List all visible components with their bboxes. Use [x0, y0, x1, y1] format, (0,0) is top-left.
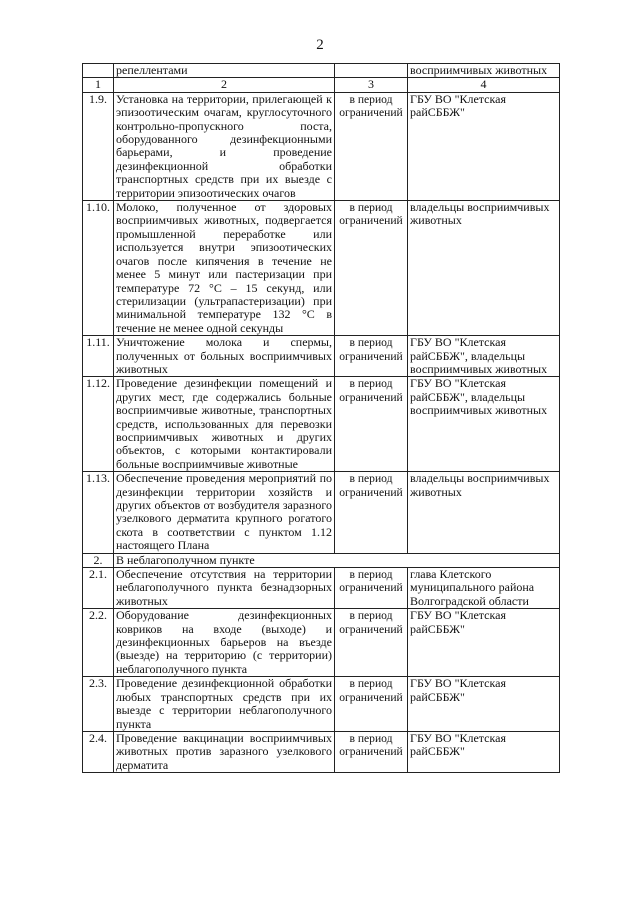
row-period: в период ограничений: [335, 201, 408, 336]
continuation-row: [83, 64, 560, 78]
row-description: Обеспечение проведения мероприятий по дезинфекции территории хозяйств и других объектов от возбудителя заразного узелкового дерматита крупного рогатого скота в соответствии с пунктом 1.12 настоящего Плана: [114, 472, 335, 553]
row-description: Проведение вакцинации восприимчивых животных против заразного узелкового дерматита: [114, 731, 335, 772]
table-row: [83, 201, 560, 336]
row-number: 2.1.: [83, 568, 114, 609]
row-responsible: владельцы восприимчивых животных: [408, 201, 560, 336]
section-title: В неблагополучном пункте: [114, 553, 560, 567]
table-row: [83, 472, 560, 553]
row-period: в период ограничений: [335, 568, 408, 609]
column-number-3: 3: [335, 78, 408, 92]
continuation-num: [83, 64, 114, 78]
row-number: 1.9.: [83, 92, 114, 200]
column-number-row: [83, 78, 560, 92]
row-period: в период ограничений: [335, 336, 408, 377]
row-period: в период ограничений: [335, 677, 408, 732]
row-description: Проведение дезинфекционной обработки любых транспортных средств при их выезде с территории неблагополучного пункта: [114, 677, 335, 732]
row-number: 2.4.: [83, 731, 114, 772]
column-number-2: 2: [114, 78, 335, 92]
row-description: Уничтожение молока и спермы, полученных от больных восприимчивых животных: [114, 336, 335, 377]
row-number: 2.3.: [83, 677, 114, 732]
section-row: [83, 553, 560, 567]
table-row: [83, 609, 560, 677]
row-period: в период ограничений: [335, 731, 408, 772]
table-row: [83, 92, 560, 200]
row-number: 1.10.: [83, 201, 114, 336]
table-row: [83, 377, 560, 472]
continuation-period: [335, 64, 408, 78]
table-row: [83, 336, 560, 377]
row-description: Установка на территории, прилегающей к эпизоотическим очагам, круглосуточного контрольно-пропускного поста, оборудованного дезинфекционными барьерами, и проведение дезинфекционной обработки транспортных средств при их выезде с территории эпизоотических очагов: [114, 92, 335, 200]
row-number: 2.: [83, 553, 114, 567]
measures-table-body: [83, 64, 560, 773]
continuation-responsible: восприимчивых животных: [408, 64, 560, 78]
row-period: в период ограничений: [335, 92, 408, 200]
row-period: в период ограничений: [335, 377, 408, 472]
table-row: [83, 568, 560, 609]
row-description: Проведение дезинфекции помещений и других мест, где содержались больные восприимчивые животные, транспортных средств, использованных для перевозки восприимчивых животных и других объектов, с которыми контактировали больные восприимчивые животные: [114, 377, 335, 472]
continuation-description: репеллентами: [114, 64, 335, 78]
row-responsible: ГБУ ВО "Клетская райСББЖ", владельцы восприимчивых животных: [408, 336, 560, 377]
row-period: в период ограничений: [335, 609, 408, 677]
row-number: 1.12.: [83, 377, 114, 472]
row-description: Оборудование дезинфекционных ковриков на входе (выходе) и дезинфекционных барьеров на въезде (выезде) на территорию (с территории) неблагополучного пункта: [114, 609, 335, 677]
row-responsible: глава Клетского муниципального района Волгоградской области: [408, 568, 560, 609]
table-row: [83, 677, 560, 732]
row-responsible: ГБУ ВО "Клетская райСББЖ": [408, 92, 560, 200]
row-responsible: ГБУ ВО "Клетская райСББЖ": [408, 609, 560, 677]
row-responsible: владельцы восприимчивых животных: [408, 472, 560, 553]
row-description: Обеспечение отсутствия на территории неблагополучного пункта безнадзорных животных: [114, 568, 335, 609]
row-description: Молоко, полученное от здоровых восприимчивых животных, подвергается промышленной переработке или используется внутри эпизоотических очагов после кипячения в течение не менее 5 минут или пастеризации при температуре 72 °С – 15 секунд, или стерилизации (ультрапастеризации) при минимальной температуре 132 °С в течение не менее одной секунды: [114, 201, 335, 336]
row-period: в период ограничений: [335, 472, 408, 553]
column-number-4: 4: [408, 78, 560, 92]
row-responsible: ГБУ ВО "Клетская райСББЖ": [408, 677, 560, 732]
row-number: 2.2.: [83, 609, 114, 677]
column-number-1: 1: [83, 78, 114, 92]
table-row: [83, 731, 560, 772]
measures-table: [82, 63, 560, 773]
row-responsible: ГБУ ВО "Клетская райСББЖ", владельцы восприимчивых животных: [408, 377, 560, 472]
row-responsible: ГБУ ВО "Клетская райСББЖ": [408, 731, 560, 772]
row-number: 1.11.: [83, 336, 114, 377]
page-number: 2: [316, 37, 324, 53]
row-number: 1.13.: [83, 472, 114, 553]
